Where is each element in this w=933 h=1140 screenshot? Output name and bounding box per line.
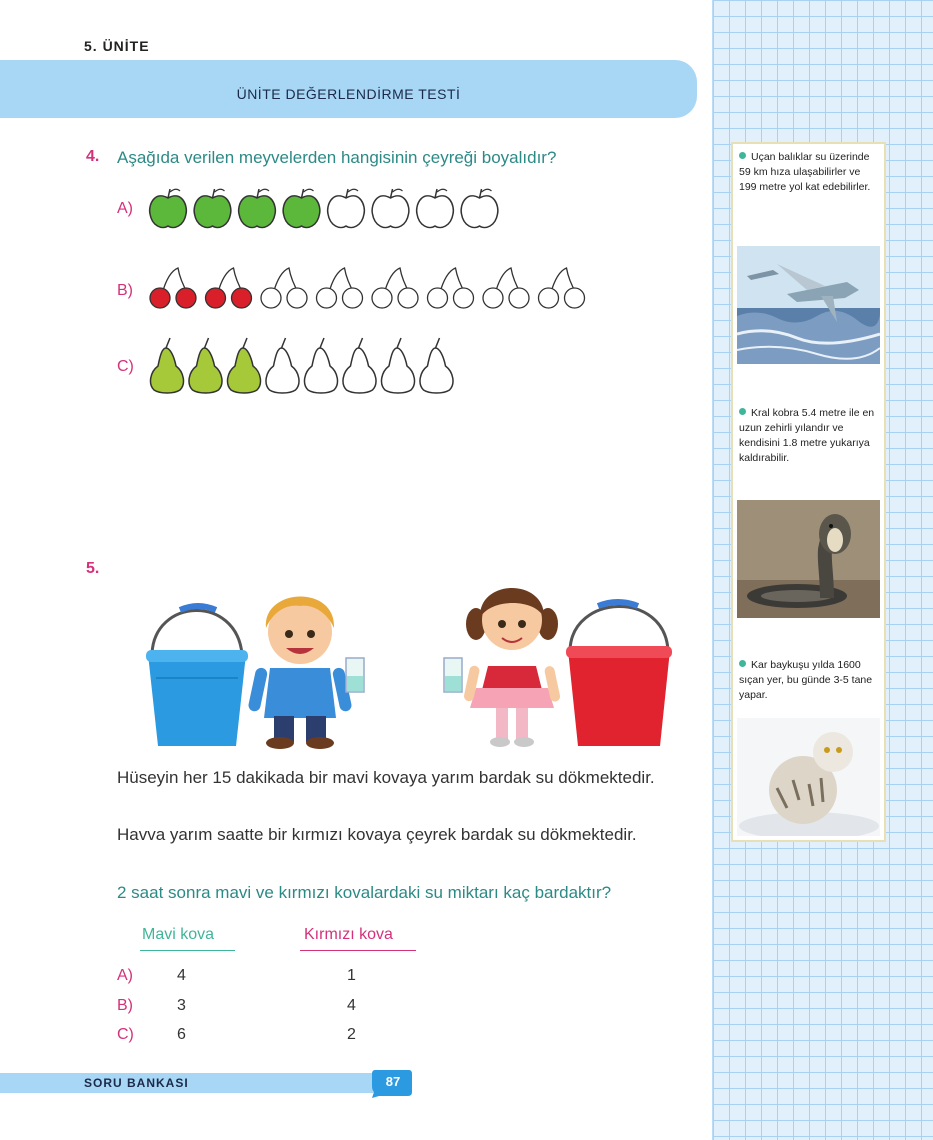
- pear-5-icon: [305, 338, 338, 393]
- col-red-underline: [300, 950, 416, 951]
- cherry-5-icon: [372, 268, 418, 308]
- cherry-4-icon: [317, 268, 363, 308]
- q4-option-a-label[interactable]: A): [117, 200, 133, 217]
- q4-option-c-label[interactable]: C): [117, 358, 134, 375]
- apple-2-icon: [194, 189, 231, 228]
- question-4-text: Aşağıda verilen meyvelerden hangisinin çeyreği boyalıdır?: [117, 148, 557, 167]
- cherry-8-icon: [539, 268, 585, 308]
- snowy-owl-photo: [737, 718, 880, 836]
- q5-question-text: 2 saat sonra mavi ve kırmızı kovalardaki su miktarı kaç bardaktır?: [117, 883, 612, 902]
- buckets-kids-illustration: [140, 558, 680, 753]
- pear-3-icon: [228, 338, 261, 393]
- apple-6-icon: [372, 189, 409, 228]
- q5-option-a-blue: 4: [177, 967, 186, 984]
- q5-option-c-red: 2: [347, 1026, 356, 1043]
- col-blue-underline: [140, 950, 235, 951]
- col-red-bucket: Kırmızı kova: [304, 926, 393, 943]
- fact-column: [731, 142, 886, 842]
- q5-option-a-red: 1: [347, 967, 356, 984]
- q5-option-b-red: 4: [347, 997, 356, 1014]
- book-name: SORU BANKASI: [84, 1076, 189, 1090]
- girl-figure: [463, 588, 561, 747]
- footer-bar: [0, 1073, 380, 1093]
- unit-label: 5. ÜNİTE: [84, 38, 150, 54]
- flying-fish-photo: [737, 246, 880, 364]
- pear-6-icon: [343, 338, 376, 393]
- cherry-3-icon: [261, 268, 307, 308]
- cherry-1-icon: [150, 268, 196, 308]
- q5-option-a-label[interactable]: A): [117, 967, 133, 984]
- pear-4-icon: [266, 338, 299, 393]
- pear-row: [148, 336, 518, 396]
- q5-option-c-blue: 6: [177, 1026, 186, 1043]
- page-number: 87: [385, 1074, 401, 1089]
- boy-figure: [247, 596, 352, 749]
- cherry-2-icon: [206, 268, 252, 308]
- apple-4-icon: [283, 189, 320, 228]
- q5-paragraph-2: Havva yarım saatte bir kırmızı kovaya çeyrek bardak su dökmektedir.: [117, 825, 637, 844]
- blue-bucket: [146, 606, 248, 746]
- red-bucket: [566, 602, 672, 746]
- king-cobra-photo: [737, 500, 880, 618]
- apple-3-icon: [239, 189, 276, 228]
- bullet-icon: [739, 152, 746, 159]
- q5-option-c-label[interactable]: C): [117, 1026, 134, 1043]
- fact-king-cobra: Kral kobra 5.4 metre ile en uzun zehirli yılandır ve kendisini 1.8 metre yukarıya kaldırabilir.: [739, 407, 875, 464]
- pear-7-icon: [382, 338, 415, 393]
- q5-option-b-blue: 3: [177, 997, 186, 1014]
- bullet-icon: [739, 660, 746, 667]
- q4-option-b-label[interactable]: B): [117, 282, 133, 299]
- fact-snowy-owl: Kar baykuşu yılda 1600 sıçan yer, bu günde 3-5 tane yapar.: [739, 659, 873, 701]
- cherry-6-icon: [428, 268, 474, 308]
- pear-8-icon: [420, 338, 453, 393]
- apple-7-icon: [417, 189, 454, 228]
- apple-row: [148, 186, 518, 232]
- q5-option-b-label[interactable]: B): [117, 997, 133, 1014]
- question-4-number: 4.: [86, 148, 100, 165]
- col-blue-bucket: Mavi kova: [142, 926, 215, 943]
- apple-8-icon: [461, 189, 498, 228]
- question-5-number: 5.: [86, 560, 100, 577]
- test-title: ÜNİTE DEĞERLENDİRME TESTİ: [236, 86, 461, 102]
- cherry-row: [148, 266, 598, 310]
- pear-2-icon: [189, 338, 222, 393]
- bullet-icon: [739, 408, 746, 415]
- cherry-7-icon: [483, 268, 529, 308]
- q5-paragraph-1: Hüseyin her 15 dakikada bir mavi kovaya yarım bardak su dökmektedir.: [117, 768, 655, 787]
- apple-5-icon: [328, 189, 365, 228]
- apple-1-icon: [150, 189, 187, 228]
- pear-1-icon: [151, 338, 184, 393]
- fact-flying-fish: Uçan balıklar su üzerinde 59 km hıza ulaşabilirler ve 199 metre yol kat edebilirler.: [739, 151, 871, 193]
